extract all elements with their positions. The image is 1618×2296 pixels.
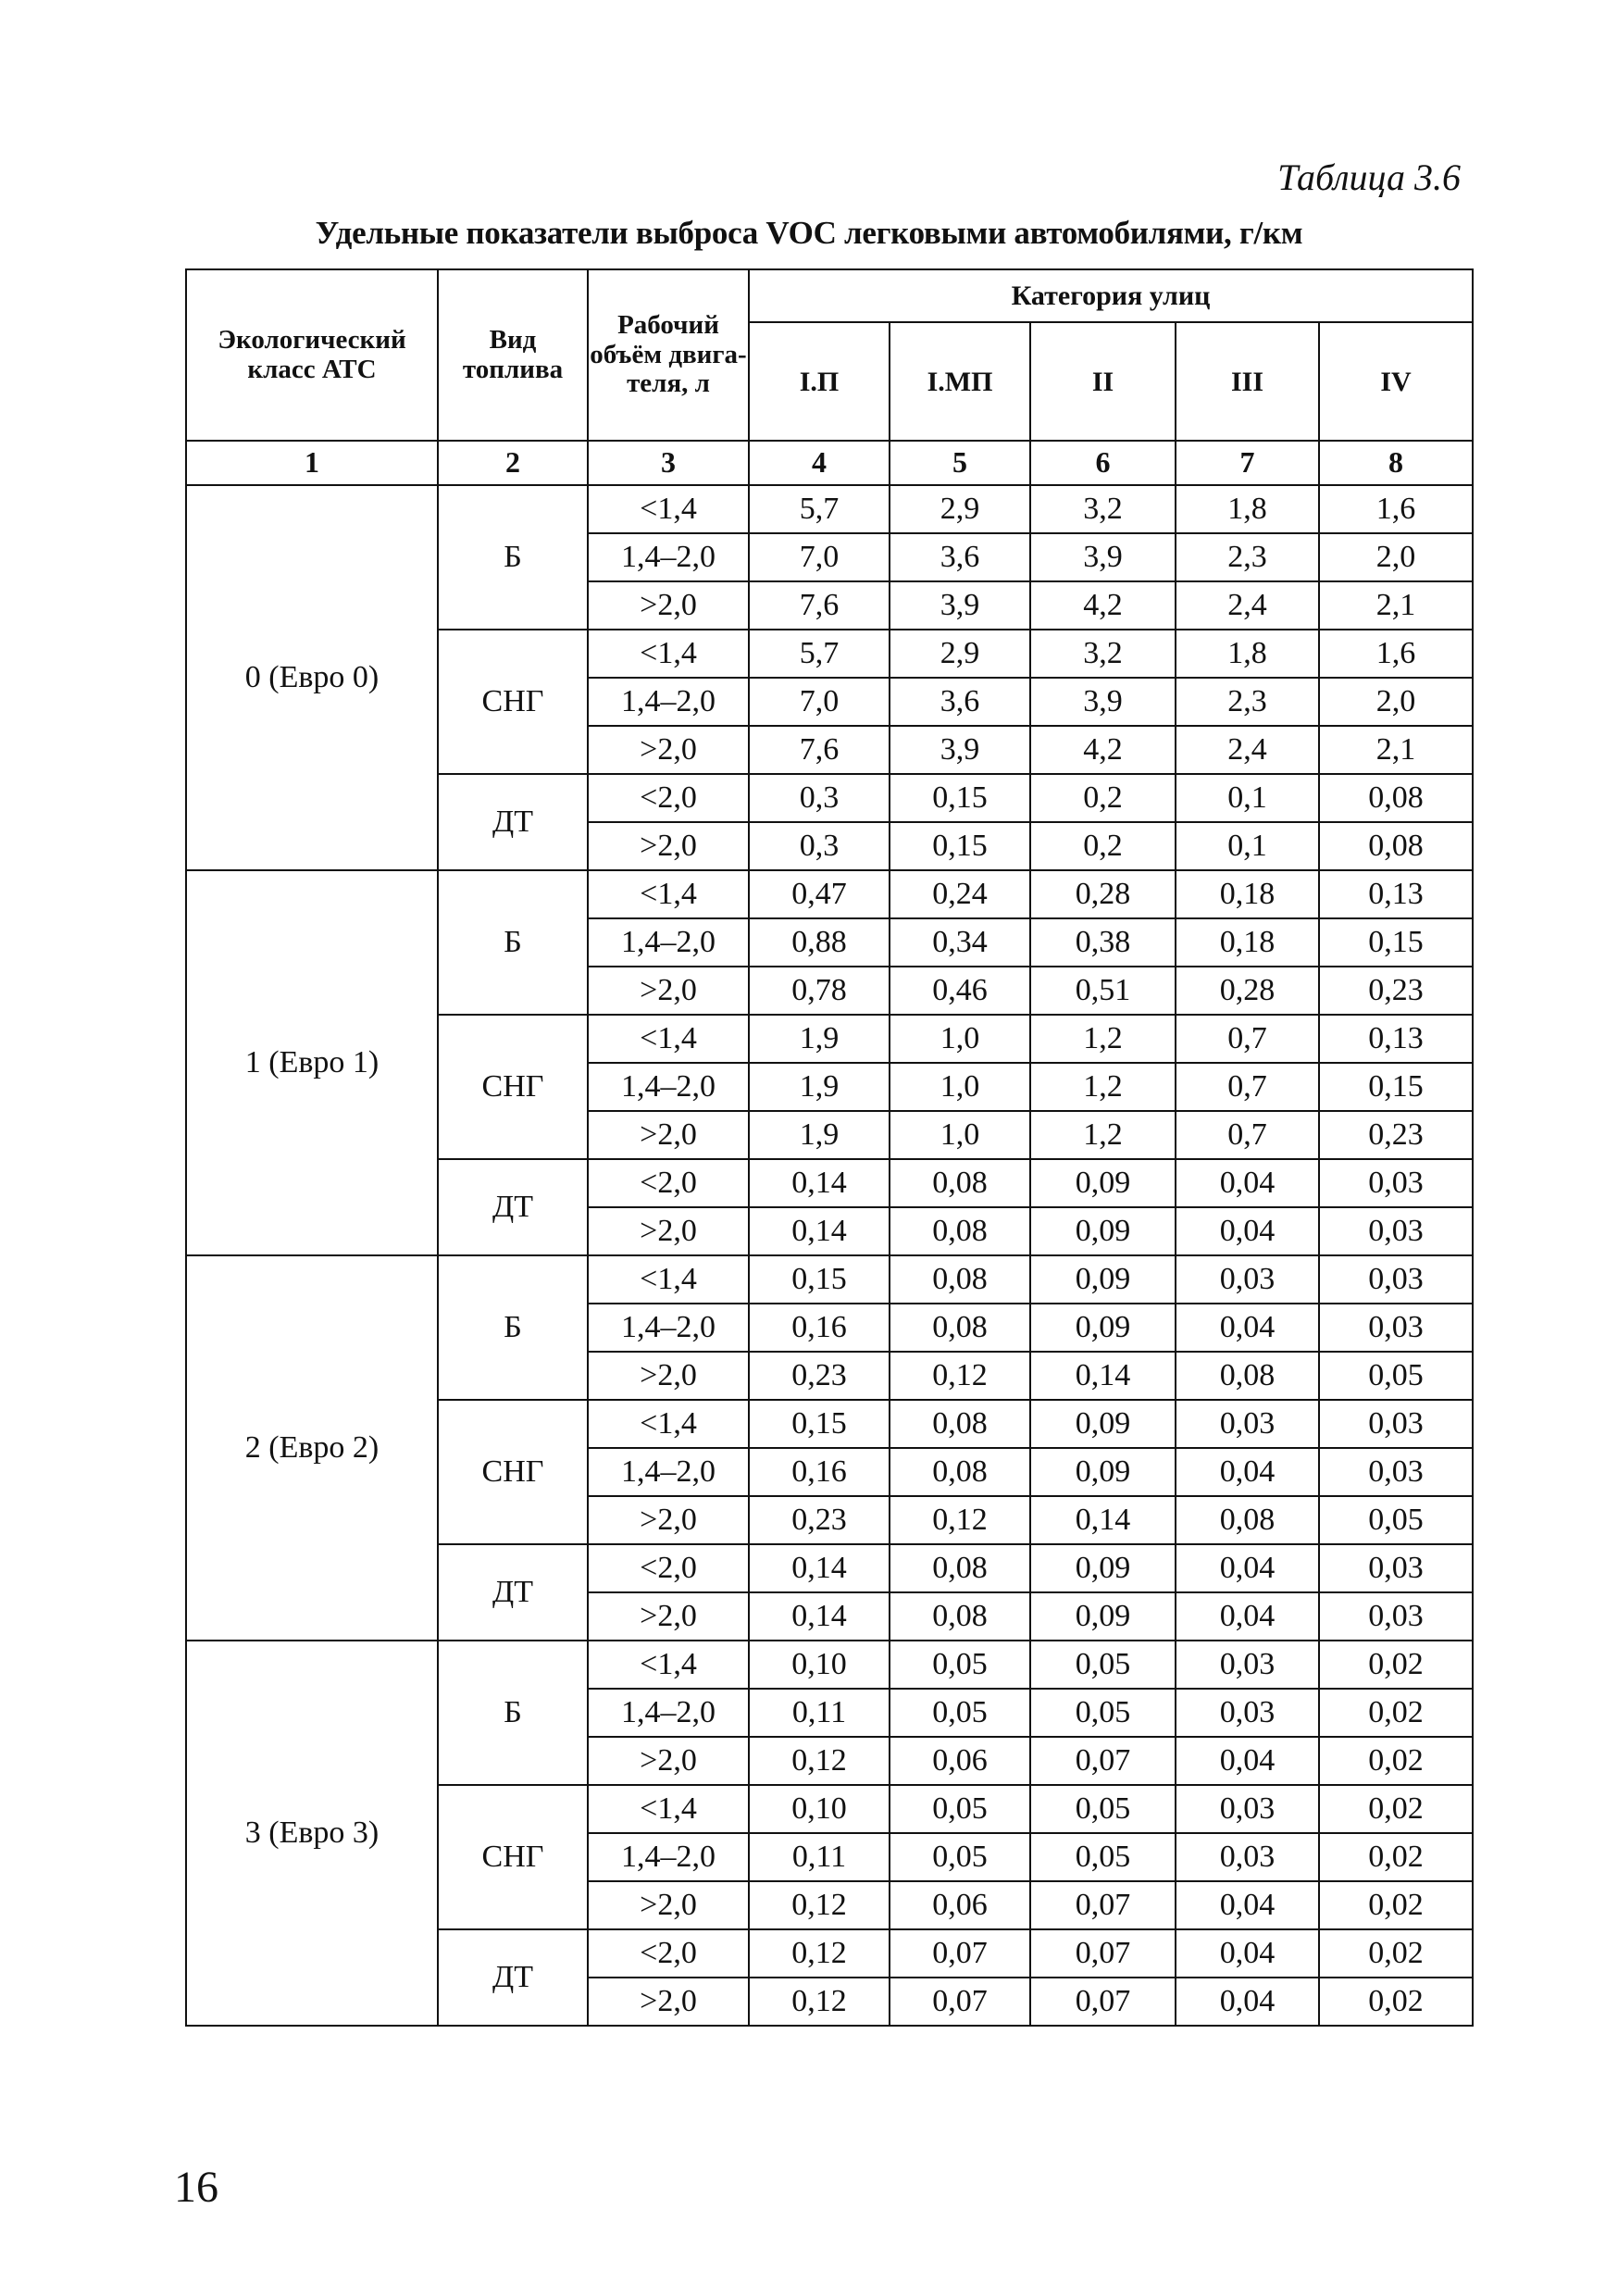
fuel-type-cell: Б [438, 1641, 588, 1785]
emission-value-cell: 2,3 [1176, 533, 1319, 581]
emission-value-cell: 1,6 [1319, 485, 1473, 533]
emission-value-cell: 3,6 [890, 533, 1030, 581]
emission-value-cell: 0,02 [1319, 1978, 1473, 2026]
emission-value-cell: 2,4 [1176, 726, 1319, 774]
emission-value-cell: 7,0 [749, 533, 890, 581]
emission-value-cell: 4,2 [1030, 726, 1176, 774]
emission-value-cell: 0,2 [1030, 774, 1176, 822]
table-row [186, 870, 1473, 918]
table-row [186, 485, 1473, 533]
emission-value-cell: 0,46 [890, 967, 1030, 1015]
emission-value-cell: 0,08 [1176, 1352, 1319, 1400]
emission-value-cell: 3,9 [890, 726, 1030, 774]
engine-volume-cell: >2,0 [588, 822, 749, 870]
engine-volume-cell: <1,4 [588, 630, 749, 678]
emission-value-cell: 0,08 [1319, 822, 1473, 870]
engine-volume-cell: 1,4–2,0 [588, 533, 749, 581]
emission-value-cell: 0,03 [1319, 1207, 1473, 1255]
emission-value-cell: 0,23 [749, 1352, 890, 1400]
emission-value-cell: 0,07 [890, 1978, 1030, 2026]
emission-value-cell: 0,15 [749, 1400, 890, 1448]
emission-value-cell: 0,2 [1030, 822, 1176, 870]
column-number: 6 [1030, 441, 1176, 485]
engine-volume-cell: 1,4–2,0 [588, 678, 749, 726]
header-street-category: Категория улиц [749, 269, 1473, 322]
emission-value-cell: 0,05 [1319, 1352, 1473, 1400]
emission-value-cell: 0,10 [749, 1785, 890, 1833]
emission-value-cell: 0,10 [749, 1641, 890, 1689]
table-label: Таблица 3.6 [1277, 156, 1461, 198]
emission-value-cell: 0,14 [749, 1544, 890, 1592]
engine-volume-cell: >2,0 [588, 1592, 749, 1641]
emission-value-cell: 7,6 [749, 726, 890, 774]
emission-value-cell: 0,04 [1176, 1207, 1319, 1255]
emission-value-cell: 0,12 [890, 1352, 1030, 1400]
emission-value-cell: 0,34 [890, 918, 1030, 967]
emission-value-cell: 0,02 [1319, 1689, 1473, 1737]
header-category: I.МП [890, 322, 1030, 441]
engine-volume-cell: >2,0 [588, 1737, 749, 1785]
emission-value-cell: 0,05 [1030, 1833, 1176, 1881]
emission-value-cell: 0,03 [1176, 1255, 1319, 1304]
engine-volume-cell: <1,4 [588, 1255, 749, 1304]
emission-value-cell: 7,6 [749, 581, 890, 630]
emission-value-cell: 2,1 [1319, 581, 1473, 630]
emission-value-cell: 0,05 [890, 1641, 1030, 1689]
emission-value-cell: 0,7 [1176, 1111, 1319, 1159]
emission-value-cell: 0,05 [1030, 1641, 1176, 1689]
emission-value-cell: 0,09 [1030, 1207, 1176, 1255]
emission-value-cell: 0,03 [1319, 1400, 1473, 1448]
emission-value-cell: 0,03 [1176, 1400, 1319, 1448]
header-engine-volume: Рабочий объём двига-теля, л [588, 269, 749, 441]
emission-value-cell: 2,9 [890, 485, 1030, 533]
emission-value-cell: 0,03 [1319, 1448, 1473, 1496]
emission-value-cell: 0,7 [1176, 1063, 1319, 1111]
emission-value-cell: 0,3 [749, 774, 890, 822]
emission-value-cell: 0,03 [1176, 1785, 1319, 1833]
emission-value-cell: 0,05 [890, 1689, 1030, 1737]
emission-value-cell: 0,05 [890, 1785, 1030, 1833]
emission-value-cell: 3,2 [1030, 630, 1176, 678]
emission-value-cell: 0,04 [1176, 1737, 1319, 1785]
column-number: 4 [749, 441, 890, 485]
emission-value-cell: 0,88 [749, 918, 890, 967]
emission-value-cell: 0,07 [890, 1929, 1030, 1978]
emission-value-cell: 2,4 [1176, 581, 1319, 630]
emission-value-cell: 0,08 [890, 1255, 1030, 1304]
emission-value-cell: 0,08 [890, 1448, 1030, 1496]
emission-value-cell: 0,08 [890, 1207, 1030, 1255]
engine-volume-cell: <2,0 [588, 1929, 749, 1978]
emission-value-cell: 1,0 [890, 1063, 1030, 1111]
emission-value-cell: 0,12 [749, 1737, 890, 1785]
emission-value-cell: 0,07 [1030, 1929, 1176, 1978]
emission-value-cell: 0,02 [1319, 1833, 1473, 1881]
column-number: 2 [438, 441, 588, 485]
emission-value-cell: 0,09 [1030, 1592, 1176, 1641]
emission-value-cell: 0,7 [1176, 1015, 1319, 1063]
eco-class-cell: 0 (Евро 0) [186, 485, 438, 870]
emission-value-cell: 0,09 [1030, 1304, 1176, 1352]
emission-value-cell: 0,03 [1176, 1833, 1319, 1881]
emission-value-cell: 0,51 [1030, 967, 1176, 1015]
header-category: III [1176, 322, 1319, 441]
emission-value-cell: 0,13 [1319, 1015, 1473, 1063]
table-title: Удельные показатели выброса VOC легковыми автомобилями, г/км [315, 215, 1303, 251]
emission-value-cell: 0,14 [1030, 1496, 1176, 1544]
emission-value-cell: 0,02 [1319, 1785, 1473, 1833]
emission-value-cell: 0,09 [1030, 1400, 1176, 1448]
emission-value-cell: 0,08 [890, 1544, 1030, 1592]
emission-value-cell: 5,7 [749, 485, 890, 533]
engine-volume-cell: 1,4–2,0 [588, 1448, 749, 1496]
emission-value-cell: 0,1 [1176, 774, 1319, 822]
engine-volume-cell: <2,0 [588, 774, 749, 822]
emission-value-cell: 0,03 [1319, 1592, 1473, 1641]
emission-value-cell: 0,47 [749, 870, 890, 918]
emission-value-cell: 5,7 [749, 630, 890, 678]
emission-value-cell: 0,24 [890, 870, 1030, 918]
emission-value-cell: 0,04 [1176, 1544, 1319, 1592]
emission-value-cell: 0,14 [749, 1159, 890, 1207]
engine-volume-cell: >2,0 [588, 1496, 749, 1544]
engine-volume-cell: 1,4–2,0 [588, 1689, 749, 1737]
fuel-type-cell: СНГ [438, 1015, 588, 1159]
engine-volume-cell: <2,0 [588, 1544, 749, 1592]
engine-volume-cell: 1,4–2,0 [588, 918, 749, 967]
fuel-type-cell: СНГ [438, 1400, 588, 1544]
column-number: 1 [186, 441, 438, 485]
engine-volume-cell: >2,0 [588, 1111, 749, 1159]
engine-volume-cell: 1,4–2,0 [588, 1304, 749, 1352]
emission-value-cell: 1,8 [1176, 630, 1319, 678]
emission-value-cell: 0,02 [1319, 1881, 1473, 1929]
engine-volume-cell: <1,4 [588, 1785, 749, 1833]
emission-value-cell: 0,15 [890, 774, 1030, 822]
table-row [186, 1255, 1473, 1304]
engine-volume-cell: >2,0 [588, 581, 749, 630]
emission-value-cell: 0,05 [890, 1833, 1030, 1881]
engine-volume-cell: <1,4 [588, 870, 749, 918]
emission-value-cell: 2,1 [1319, 726, 1473, 774]
emission-value-cell: 1,9 [749, 1063, 890, 1111]
emission-value-cell: 4,2 [1030, 581, 1176, 630]
header-category: IV [1319, 322, 1473, 441]
emission-value-cell: 0,04 [1176, 1448, 1319, 1496]
emission-value-cell: 0,08 [890, 1592, 1030, 1641]
emission-value-cell: 3,9 [890, 581, 1030, 630]
emission-value-cell: 0,07 [1030, 1737, 1176, 1785]
emission-value-cell: 0,02 [1319, 1641, 1473, 1689]
fuel-type-cell: Б [438, 1255, 588, 1400]
emission-value-cell: 0,13 [1319, 870, 1473, 918]
header-category: I.П [749, 322, 890, 441]
emission-value-cell: 0,07 [1030, 1978, 1176, 2026]
fuel-type-cell: ДТ [438, 774, 588, 870]
table-body [186, 485, 1473, 2026]
emission-value-cell: 0,11 [749, 1689, 890, 1737]
emission-value-cell: 1,0 [890, 1111, 1030, 1159]
emission-value-cell: 0,28 [1176, 967, 1319, 1015]
eco-class-cell: 3 (Евро 3) [186, 1641, 438, 2026]
emission-value-cell: 1,0 [890, 1015, 1030, 1063]
emission-value-cell: 0,23 [1319, 967, 1473, 1015]
emission-value-cell: 2,0 [1319, 678, 1473, 726]
emission-value-cell: 0,12 [749, 1881, 890, 1929]
fuel-type-cell: Б [438, 870, 588, 1015]
emission-value-cell: 0,02 [1319, 1929, 1473, 1978]
column-number-row [186, 441, 1473, 485]
column-number: 3 [588, 441, 749, 485]
emission-value-cell: 0,08 [1176, 1496, 1319, 1544]
engine-volume-cell: <2,0 [588, 1159, 749, 1207]
emission-value-cell: 0,04 [1176, 1978, 1319, 2026]
emission-value-cell: 0,04 [1176, 1929, 1319, 1978]
emission-value-cell: 2,9 [890, 630, 1030, 678]
engine-volume-cell: <1,4 [588, 485, 749, 533]
emission-value-cell: 0,14 [749, 1207, 890, 1255]
emission-value-cell: 0,02 [1319, 1737, 1473, 1785]
emission-value-cell: 1,9 [749, 1015, 890, 1063]
emission-value-cell: 0,04 [1176, 1159, 1319, 1207]
eco-class-cell: 2 (Евро 2) [186, 1255, 438, 1641]
emission-value-cell: 0,3 [749, 822, 890, 870]
engine-volume-cell: <1,4 [588, 1400, 749, 1448]
fuel-type-cell: ДТ [438, 1544, 588, 1641]
emission-value-cell: 7,0 [749, 678, 890, 726]
emission-value-cell: 0,08 [890, 1400, 1030, 1448]
engine-volume-cell: >2,0 [588, 1881, 749, 1929]
engine-volume-cell: <1,4 [588, 1015, 749, 1063]
engine-volume-cell: >2,0 [588, 1207, 749, 1255]
emission-value-cell: 0,03 [1176, 1641, 1319, 1689]
emission-value-cell: 0,07 [1030, 1881, 1176, 1929]
emission-value-cell: 0,03 [1319, 1159, 1473, 1207]
emission-value-cell: 0,1 [1176, 822, 1319, 870]
emission-value-cell: 0,78 [749, 967, 890, 1015]
emission-value-cell: 0,03 [1319, 1255, 1473, 1304]
header-eco-class: Экологический класс АТС [186, 269, 438, 441]
emission-value-cell: 0,09 [1030, 1448, 1176, 1496]
emission-value-cell: 0,11 [749, 1833, 890, 1881]
emission-value-cell: 0,12 [749, 1929, 890, 1978]
emission-value-cell: 0,03 [1319, 1304, 1473, 1352]
emission-value-cell: 0,05 [1030, 1785, 1176, 1833]
emission-value-cell: 0,15 [1319, 1063, 1473, 1111]
emission-value-cell: 0,16 [749, 1448, 890, 1496]
header-fuel: Вид топлива [438, 269, 588, 441]
emission-value-cell: 0,09 [1030, 1159, 1176, 1207]
column-number: 8 [1319, 441, 1473, 485]
emission-value-cell: 0,18 [1176, 918, 1319, 967]
emission-value-cell: 0,06 [890, 1737, 1030, 1785]
emission-value-cell: 3,9 [1030, 678, 1176, 726]
header-category: II [1030, 322, 1176, 441]
emission-value-cell: 0,08 [1319, 774, 1473, 822]
emission-value-cell: 0,12 [890, 1496, 1030, 1544]
column-number: 5 [890, 441, 1030, 485]
emission-value-cell: 1,6 [1319, 630, 1473, 678]
engine-volume-cell: >2,0 [588, 726, 749, 774]
emission-value-cell: 1,2 [1030, 1111, 1176, 1159]
emission-value-cell: 0,15 [749, 1255, 890, 1304]
engine-volume-cell: >2,0 [588, 967, 749, 1015]
fuel-type-cell: СНГ [438, 1785, 588, 1929]
emission-value-cell: 0,23 [1319, 1111, 1473, 1159]
emission-value-cell: 0,15 [890, 822, 1030, 870]
emission-value-cell: 0,06 [890, 1881, 1030, 1929]
emission-value-cell: 0,09 [1030, 1544, 1176, 1592]
page-number: 16 [174, 2163, 218, 2212]
engine-volume-cell: >2,0 [588, 1352, 749, 1400]
emission-value-cell: 1,9 [749, 1111, 890, 1159]
emission-value-cell: 1,2 [1030, 1063, 1176, 1111]
engine-volume-cell: >2,0 [588, 1978, 749, 2026]
fuel-type-cell: Б [438, 485, 588, 630]
emission-value-cell: 1,8 [1176, 485, 1319, 533]
emission-value-cell: 0,04 [1176, 1304, 1319, 1352]
emission-value-cell: 0,05 [1030, 1689, 1176, 1737]
emission-value-cell: 1,2 [1030, 1015, 1176, 1063]
eco-class-cell: 1 (Евро 1) [186, 870, 438, 1255]
emission-value-cell: 0,08 [890, 1159, 1030, 1207]
emission-value-cell: 0,28 [1030, 870, 1176, 918]
emission-value-cell: 3,6 [890, 678, 1030, 726]
emission-value-cell: 0,04 [1176, 1592, 1319, 1641]
emission-value-cell: 0,12 [749, 1978, 890, 2026]
emission-value-cell: 0,08 [890, 1304, 1030, 1352]
table-row [186, 1641, 1473, 1689]
emission-value-cell: 0,38 [1030, 918, 1176, 967]
emission-value-cell: 0,16 [749, 1304, 890, 1352]
emission-value-cell: 0,15 [1319, 918, 1473, 967]
fuel-type-cell: ДТ [438, 1929, 588, 2026]
emission-value-cell: 0,09 [1030, 1255, 1176, 1304]
engine-volume-cell: 1,4–2,0 [588, 1833, 749, 1881]
emission-value-cell: 3,9 [1030, 533, 1176, 581]
emission-value-cell: 0,04 [1176, 1881, 1319, 1929]
emission-value-cell: 3,2 [1030, 485, 1176, 533]
emission-value-cell: 2,0 [1319, 533, 1473, 581]
emission-value-cell: 0,14 [749, 1592, 890, 1641]
column-number: 7 [1176, 441, 1319, 485]
fuel-type-cell: СНГ [438, 630, 588, 774]
emission-value-cell: 0,05 [1319, 1496, 1473, 1544]
engine-volume-cell: <1,4 [588, 1641, 749, 1689]
engine-volume-cell: 1,4–2,0 [588, 1063, 749, 1111]
emission-value-cell: 0,14 [1030, 1352, 1176, 1400]
emission-value-cell: 0,23 [749, 1496, 890, 1544]
emission-value-cell: 2,3 [1176, 678, 1319, 726]
emission-value-cell: 0,03 [1176, 1689, 1319, 1737]
emission-value-cell: 0,18 [1176, 870, 1319, 918]
fuel-type-cell: ДТ [438, 1159, 588, 1255]
emission-value-cell: 0,03 [1319, 1544, 1473, 1592]
emissions-table [185, 268, 1474, 2027]
